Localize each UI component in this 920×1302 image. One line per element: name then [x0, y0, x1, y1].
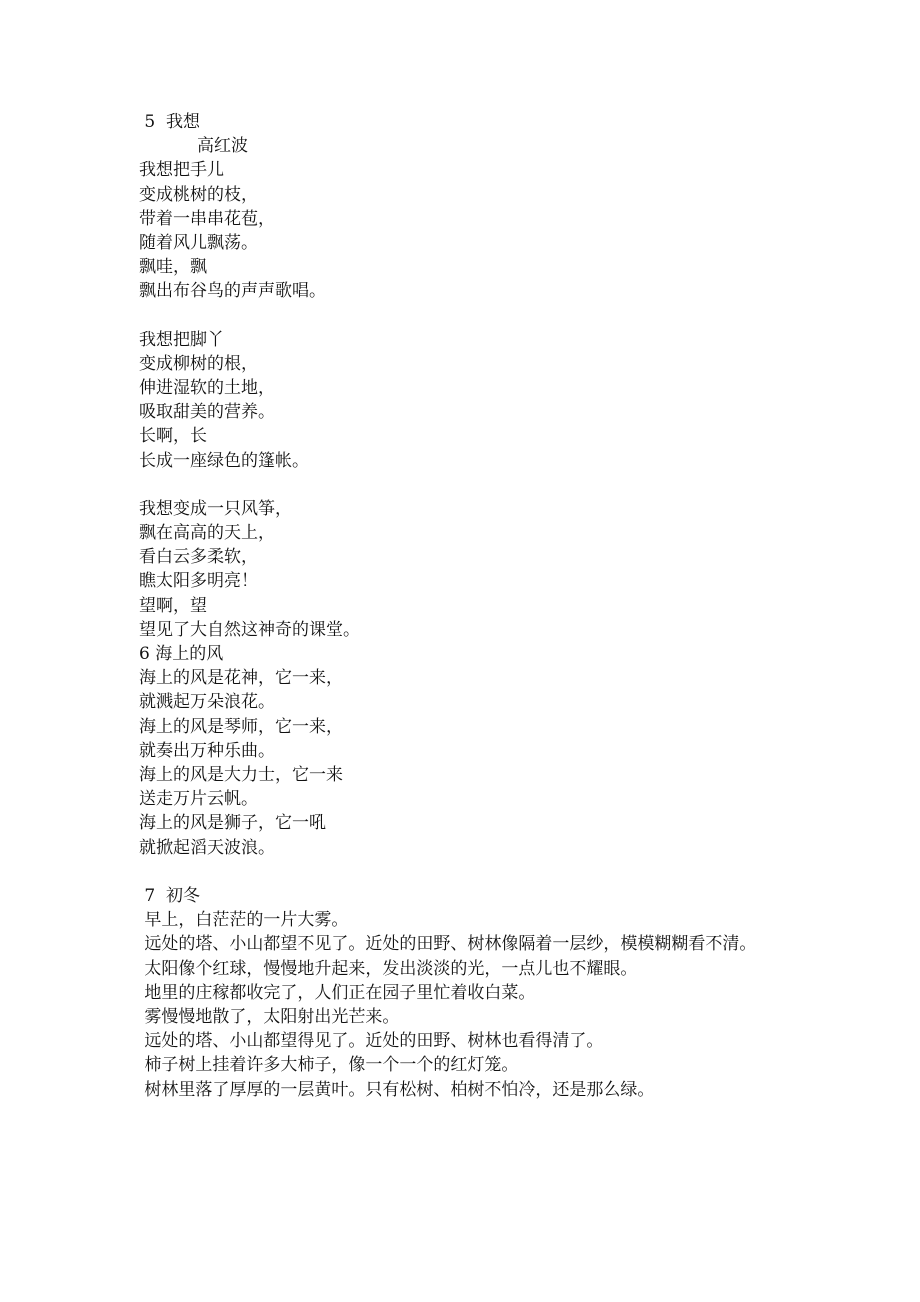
poem-line: 就溅起万朵浪花。 — [139, 692, 275, 713]
poem-line: 海上的风是琴师，它一来， — [139, 716, 343, 737]
poem-line: 带着一串串花苞， — [139, 208, 275, 229]
poem-line: 伸进湿软的土地， — [139, 378, 275, 399]
poem-line: 海上的风是狮子，它一吼 — [139, 813, 326, 834]
prose-line: 雾慢慢地散了，太阳射出光芒来。 — [139, 1006, 400, 1027]
poem-line: 海上的风是花神，它一来， — [139, 668, 343, 689]
prose-line: 地里的庄稼都收完了，人们正在园子里忙着收白菜。 — [139, 982, 536, 1003]
document-page — [139, 110, 799, 1102]
poem-line: 飘出布谷鸟的声声歌唱。 — [139, 281, 326, 302]
poem-line: 飘在高高的天上， — [139, 523, 275, 544]
section-gap — [139, 860, 799, 884]
poem-line: 变成桃树的枝， — [139, 184, 258, 205]
poem-line: 吸取甜美的营养。 — [139, 402, 275, 423]
poem-line: 送走万片云帆。 — [139, 789, 258, 810]
prose-line: 早上，白茫茫的一片大雾。 — [139, 910, 349, 931]
poem-line: 就奏出万种乐曲。 — [139, 740, 275, 761]
poem-line: 长啊，长 — [139, 426, 207, 447]
prose-line: 远处的塔、小山都望得见了。近处的田野、树林也看得清了。 — [139, 1031, 604, 1052]
prose-line: 太阳像个红球，慢慢地升起来，发出淡淡的光，一点儿也不耀眼。 — [139, 958, 638, 979]
poem-title-2: 6 海上的风 — [139, 644, 224, 665]
poem-line: 就掀起滔天波浪。 — [139, 837, 275, 858]
prose-line: 柿子树上挂着许多大柿子，像一个一个的红灯笼。 — [139, 1055, 519, 1076]
prose-line: 树林里落了厚厚的一层黄叶。只有松树、柏树不怕冷，还是那么绿。 — [139, 1079, 655, 1100]
stanza-gap — [139, 473, 799, 497]
prose-line: 远处的塔、小山都望不见了。近处的田野、树林像隔着一层纱，模模糊糊看不清。 — [139, 934, 757, 955]
poem-line: 看白云多柔软， — [139, 547, 258, 568]
poem-line: 海上的风是大力士，它一来 — [139, 765, 343, 786]
poem-line: 瞧太阳多明亮！ — [139, 571, 258, 592]
poem-title-1: 5 我想 — [139, 112, 201, 132]
poem-line: 我想把脚丫 — [139, 329, 224, 350]
poem-line: 飘哇，飘 — [139, 257, 207, 278]
stanza-gap — [139, 304, 799, 328]
poem-line: 变成柳树的根， — [139, 353, 258, 374]
poem-line: 望啊，望 — [139, 595, 207, 616]
poem-author-1: 高红波 — [197, 136, 248, 157]
poem-line: 我想把手儿 — [139, 160, 224, 181]
poem-line: 望见了大自然这神奇的课堂。 — [139, 619, 360, 640]
poem-line: 长成一座绿色的篷帐。 — [139, 450, 309, 471]
poem-title-3: 7 初冬 — [139, 885, 201, 906]
poem-line: 随着风儿飘荡。 — [139, 233, 258, 254]
poem-line: 我想变成一只风筝， — [139, 498, 292, 519]
